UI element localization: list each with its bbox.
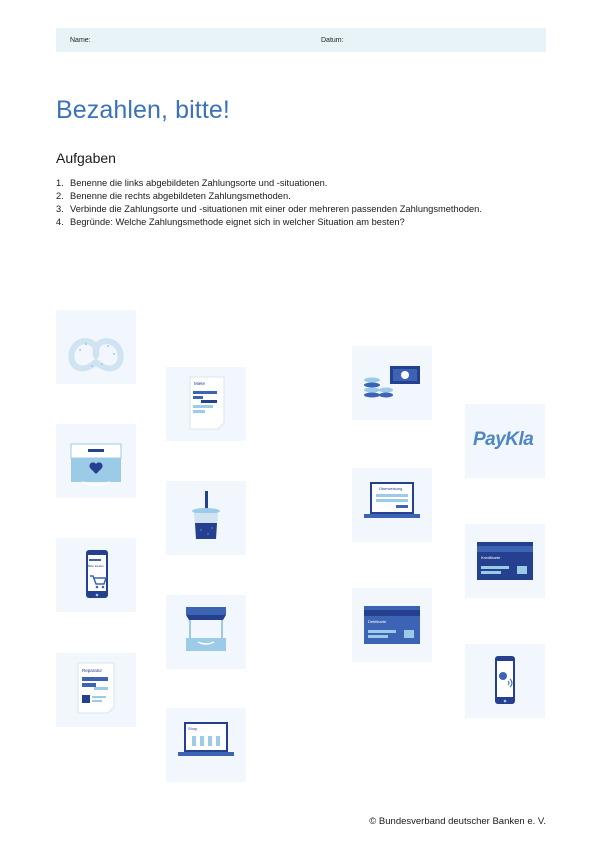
pretzel-tile [56,310,136,384]
laptop-shop-icon [166,708,246,782]
bank-transfer-label: Überweisung [379,486,403,491]
market-stall-tile [166,595,246,669]
task-list [56,178,496,230]
debit-card-label: Debitkarte [368,619,387,624]
rent-invoice-tile [166,367,246,441]
task-item: 3. Verbinde die Zahlungsorte und -situationen mit einer oder mehreren passenden Zahlungsmethoden. [56,203,482,214]
credit-card-tile [465,524,545,598]
credit-card-icon [465,524,545,598]
rent-invoice-label: Miete [194,381,206,386]
debit-card-tile [352,588,432,662]
donation-box-tile [56,424,136,498]
name-label: Name: [70,37,91,44]
page-title: Bezahlen, bitte! [56,96,230,124]
date-label: Datum: [321,37,344,44]
cash-icon [352,346,432,420]
name-date-bar [56,28,546,52]
phone-shop-tile [56,538,136,612]
online-shop-tile [166,708,246,782]
laptop-transfer-icon [352,468,432,542]
paypal-label: PayKla [473,429,534,450]
debit-card-icon [352,588,432,662]
copyright-footer: © Bundesverband deutscher Banken e. V. [369,816,546,827]
repair-invoice-tile [56,653,136,727]
phone-shop-label: Bitte kaufen [88,564,104,568]
phone-shop-icon [56,538,136,612]
market-stall-icon [166,595,246,669]
paypal-tile [465,404,545,478]
donation-box-icon [56,424,136,498]
credit-card-label: Kreditkarte [481,555,501,560]
rent-invoice-icon [166,367,246,441]
section-title: Aufgaben [56,150,116,166]
contactless-phone-icon [465,644,545,718]
cash-tile [352,346,432,420]
bubble-tea-icon [166,481,246,555]
bank-transfer-tile [352,468,432,542]
online-shop-label: Shop [188,726,198,731]
task-item: 2. Benenne die rechts abgebildeten Zahlungsmethoden. [56,190,291,201]
repair-invoice-icon [56,653,136,727]
repair-invoice-label: Reparatur [82,668,103,673]
task-item: 4. Begründe: Welche Zahlungsmethode eignet sich in welcher Situation am besten? [56,216,405,227]
mobile-payment-tile [465,644,545,718]
bubble-tea-tile [166,481,246,555]
task-item: 1. Benenne die links abgebildeten Zahlungsorte und -situationen. [56,178,328,188]
pretzel-icon [56,310,136,384]
